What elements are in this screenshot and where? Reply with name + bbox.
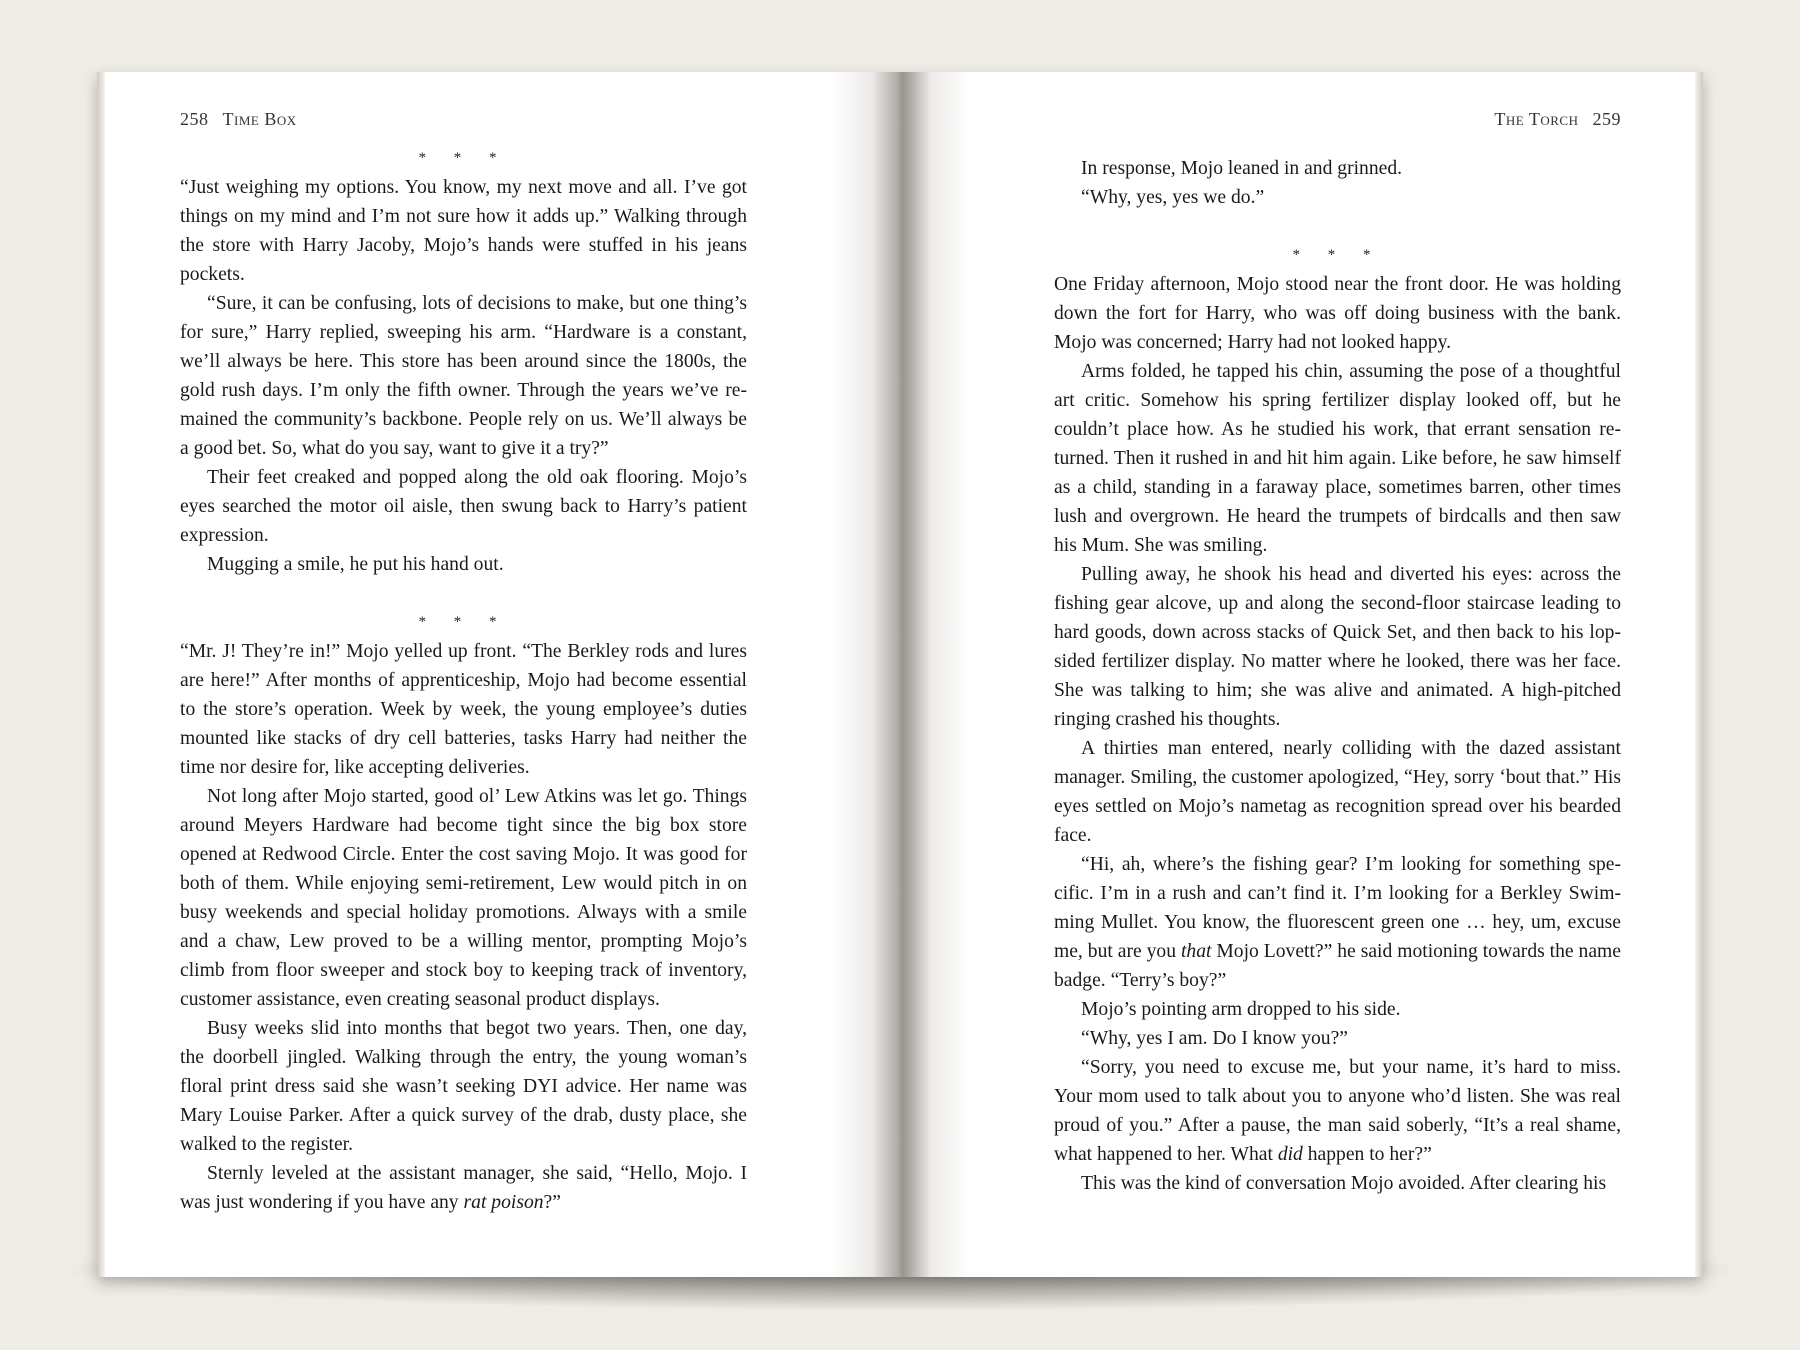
paragraph-text: One Friday afternoon, Mojo stood near the front door. He was holding down the fort for Harry, who was off doing business with the bank. Mojo was concerned; Harry had not looked happy. [1054, 274, 1621, 353]
section-break: * * * [1292, 247, 1383, 263]
page-edge-right [1695, 72, 1703, 1277]
paragraph-text: Busy weeks slid into months that begot two years. Then, one day, the doorbell jingled. Walking through the entry, the young woman’s floral print dress said she wasn’t seeking DYI advice. Her name was Mary Louise Parker. After a quick survey of the drab, dusty place, she walked to the register. [180, 1018, 747, 1155]
paragraph-text: In response, Mojo leaned in and grinned. [1081, 158, 1403, 179]
emphasis: that [1180, 941, 1212, 962]
paragraph [1054, 183, 1621, 212]
left-running-title: Time Box [222, 109, 297, 129]
paragraph [1054, 1169, 1621, 1198]
paragraph [1054, 154, 1621, 183]
paragraph-text: “Why, yes I am. Do I know you?” [1081, 1028, 1348, 1049]
emphasis: rat poison [463, 1192, 544, 1213]
paragraph-text: Mojo Lovett?” he said motioning towards the name badge. “Terry’s boy?” [1054, 941, 1621, 991]
left-page-body [180, 144, 747, 1217]
paragraph-text: “Why, yes, yes we do.” [1081, 187, 1265, 208]
paragraph [1054, 850, 1621, 995]
paragraph-text: “Sure, it can be confusing, lots of decisions to make, but one thing’s for sure,” Harry replied, sweeping his arm. “Hardware is a constant, we’ll always be here. This store has been around since the 1800s, the gold rush days. I’m only the fifth owner. Through the years we’ve remained the community’s backbone. People rely on us. We’ll always be a good bet. So, what do you say, want to give it a try?” [180, 293, 747, 459]
paragraph [1054, 270, 1621, 357]
paragraph-text: Pulling away, he shook his head and diverted his eyes: across the fishing gear alcove, up and along the second-floor staircase leading to hard goods, down across stacks of Quick Set, and then back to his lopsided fertilizer display. No matter where he looked, there was her face. She was talking to him; she was alive and animated. A high-pitched ringing crashed his thoughts. [1054, 564, 1621, 730]
paragraph-text: “Just weighing my options. You know, my next move and all. I’ve got things on my mind and I’m not sure how it adds up.” Walking through the store with Harry Jacoby, Mojo’s hands were stuffed in his jeans pockets. [180, 177, 747, 285]
paragraph [1054, 357, 1621, 560]
emphasis: did [1277, 1144, 1303, 1165]
paragraph-text: Mojo’s pointing arm dropped to his side. [1081, 999, 1401, 1020]
page-edge-left [97, 72, 105, 1277]
paragraph-text: “Mr. J! They’re in!” Mojo yelled up front. “The Berkley rods and lures are here!” After months of apprenticeship, Mojo had become essential to the store’s operation. Week by week, the young employee’s duties mounted like stacks of dry cell batteries, tasks Harry had neither the time nor desire for, like accepting deliveries. [180, 641, 747, 778]
paragraph [180, 173, 747, 289]
right-page [1054, 72, 1621, 1277]
section-break: * * * [418, 614, 509, 630]
paragraph [180, 782, 747, 1014]
left-page-number: 258 [180, 109, 209, 129]
paragraph [1054, 1024, 1621, 1053]
left-running-head [180, 109, 311, 130]
blank-line [180, 579, 747, 608]
paragraph-text: A thirties man entered, nearly colliding with the dazed assistant manager. Smiling, the customer apologized, “Hey, sorry ‘bout that.” His eyes settled on Mojo’s nametag as recognition spread over his bearded face. [1054, 738, 1621, 846]
paragraph-text: ?” [543, 1192, 561, 1213]
paragraph-text: Mugging a smile, he put his hand out. [207, 554, 504, 575]
paragraph [180, 550, 747, 579]
paragraph-text: Their feet creaked and popped along the old oak flooring. Mojo’s eyes searched the motor oil aisle, then swung back to Harry’s patient expression. [180, 467, 747, 546]
paragraph [180, 463, 747, 550]
paragraph [180, 289, 747, 463]
paragraph [180, 1159, 747, 1217]
paragraph [1054, 995, 1621, 1024]
right-page-number: 259 [1592, 109, 1621, 129]
paragraph [180, 1014, 747, 1159]
paragraph-text: Sternly leveled at the assistant manager, she said, “Hello, Mojo. I was just wondering if you have any [180, 1163, 747, 1213]
book-gutter [830, 72, 970, 1277]
open-book [97, 72, 1703, 1277]
section-break: * * * [418, 150, 509, 166]
right-running-head [1480, 109, 1621, 130]
right-page-body [1054, 154, 1621, 1198]
paragraph [180, 637, 747, 782]
paragraph-text: This was the kind of conversation Mojo avoided. After clearing his [1081, 1173, 1607, 1194]
left-page [180, 72, 747, 1277]
paragraph [1054, 560, 1621, 734]
paragraph-text: Arms folded, he tapped his chin, assuming the pose of a thoughtful art critic. Somehow his spring fertilizer display looked off, but he couldn’t place how. As he studied his work, that errant sensation returned. Then it rushed in and hit him again. Like before, he saw himself as a child, standing in a faraway place, sometimes barren, other times lush and overgrown. He heard the trumpets of birdcalls and then saw his Mum. She was smiling. [1054, 361, 1621, 556]
paragraph-text: “Hi, ah, where’s the fishing gear? I’m looking for something specific. I’m in a rush and can’t find it. I’m looking for a Berkley Swimming Mullet. You know, the fluorescent green one … hey, um, excuse me, but are you [1054, 854, 1621, 962]
blank-line [1054, 212, 1621, 241]
paragraph-text: Not long after Mojo started, good ol’ Lew Atkins was let go. Things around Meyers Hardware had become tight since the big box store opened at Redwood Circle. Enter the cost saving Mojo. It was good for both of them. While enjoying semi-retirement, Lew would pitch in on busy weekends and special holiday promotions. Always with a smile and a chaw, Lew proved to be a willing mentor, prompting Mojo’s climb from floor sweeper and stock boy to keeping track of inventory, customer assistance, even creating seasonal product displays. [180, 786, 747, 1010]
paragraph-text: happen to her?” [1302, 1144, 1432, 1165]
paragraph [1054, 734, 1621, 850]
paragraph [1054, 1053, 1621, 1169]
paragraph-text: “Sorry, you need to excuse me, but your name, it’s hard to miss. Your mom used to talk about you to anyone who’d listen. She was real proud of you.” After a pause, the man said soberly, “It’s a real shame, what happened to her. What [1054, 1057, 1621, 1165]
right-running-title: The Torch [1494, 109, 1579, 129]
